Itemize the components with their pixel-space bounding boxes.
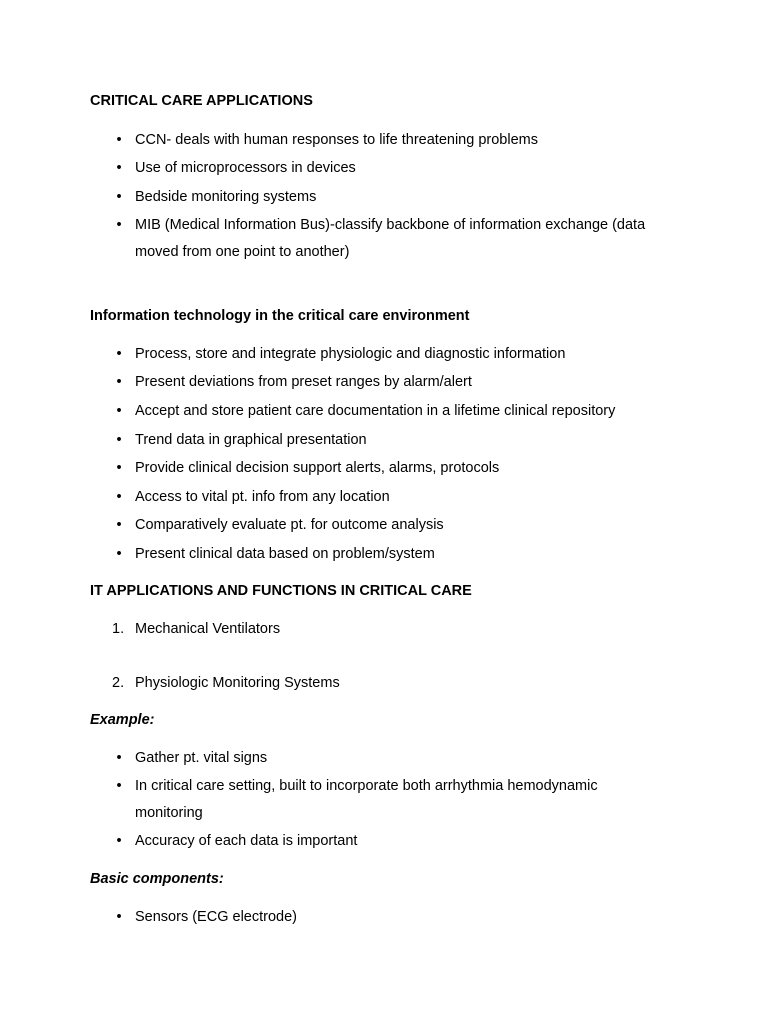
basic-components-heading: Basic components: bbox=[90, 871, 224, 887]
numbered-item-text: Physiologic Monitoring Systems bbox=[135, 675, 340, 691]
bullet-icon: • bbox=[116, 833, 122, 849]
bullet-icon: • bbox=[116, 489, 122, 505]
list-item-text: Present deviations from preset ranges by alarm/alert bbox=[135, 374, 472, 390]
list-item-text: Bedside monitoring systems bbox=[135, 189, 317, 205]
list-item-text: Trend data in graphical presentation bbox=[135, 432, 367, 448]
list-item-text: Sensors (ECG electrode) bbox=[135, 909, 297, 925]
list-number: 2. bbox=[112, 675, 125, 691]
bullet-icon: • bbox=[116, 432, 122, 448]
list-number: 1. bbox=[112, 621, 125, 637]
list-item-text: Present clinical data based on problem/system bbox=[135, 546, 435, 562]
bullet-icon: • bbox=[116, 460, 122, 476]
list-item-text: Gather pt. vital signs bbox=[135, 750, 268, 766]
list-item-text: Accept and store patient care documentation in a lifetime clinical repository bbox=[135, 403, 616, 419]
bullet-icon: • bbox=[116, 189, 122, 205]
bullet-icon: • bbox=[116, 750, 122, 766]
list-item-text: CCN- deals with human responses to life threatening problems bbox=[135, 132, 538, 148]
list-item-text: Access to vital pt. info from any location bbox=[135, 489, 390, 505]
list-item-text: Provide clinical decision support alerts, alarms, protocols bbox=[135, 460, 500, 476]
bullet-icon: • bbox=[116, 778, 122, 794]
list-item-text-continuation: moved from one point to another) bbox=[135, 244, 350, 260]
bullet-icon: • bbox=[116, 546, 122, 562]
bullet-icon: • bbox=[116, 346, 122, 362]
list-item-text: Process, store and integrate physiologic and diagnostic information bbox=[135, 346, 566, 362]
section-heading-it-applications: IT APPLICATIONS AND FUNCTIONS IN CRITICAL CARE bbox=[90, 583, 472, 599]
numbered-item-text: Mechanical Ventilators bbox=[135, 621, 281, 637]
bullet-icon: • bbox=[116, 909, 122, 925]
bullet-icon: • bbox=[116, 403, 122, 419]
bullet-icon: • bbox=[116, 217, 122, 233]
list-item-text-continuation: monitoring bbox=[135, 805, 203, 821]
section-heading-critical-care: CRITICAL CARE APPLICATIONS bbox=[90, 93, 313, 109]
bullet-icon: • bbox=[116, 374, 122, 390]
section-heading-information-technology: Information technology in the critical care environment bbox=[90, 308, 470, 324]
list-item-text: In critical care setting, built to incorporate both arrhythmia hemodynamic bbox=[135, 778, 598, 794]
bullet-icon: • bbox=[116, 517, 122, 533]
bullet-icon: • bbox=[116, 132, 122, 148]
list-item-text: Accuracy of each data is important bbox=[135, 833, 358, 849]
example-heading: Example: bbox=[90, 712, 155, 728]
list-item-text: MIB (Medical Information Bus)-classify backbone of information exchange (data bbox=[135, 217, 646, 233]
list-item-text: Comparatively evaluate pt. for outcome analysis bbox=[135, 517, 444, 533]
bullet-icon: • bbox=[116, 160, 122, 176]
list-item-text: Use of microprocessors in devices bbox=[135, 160, 356, 176]
